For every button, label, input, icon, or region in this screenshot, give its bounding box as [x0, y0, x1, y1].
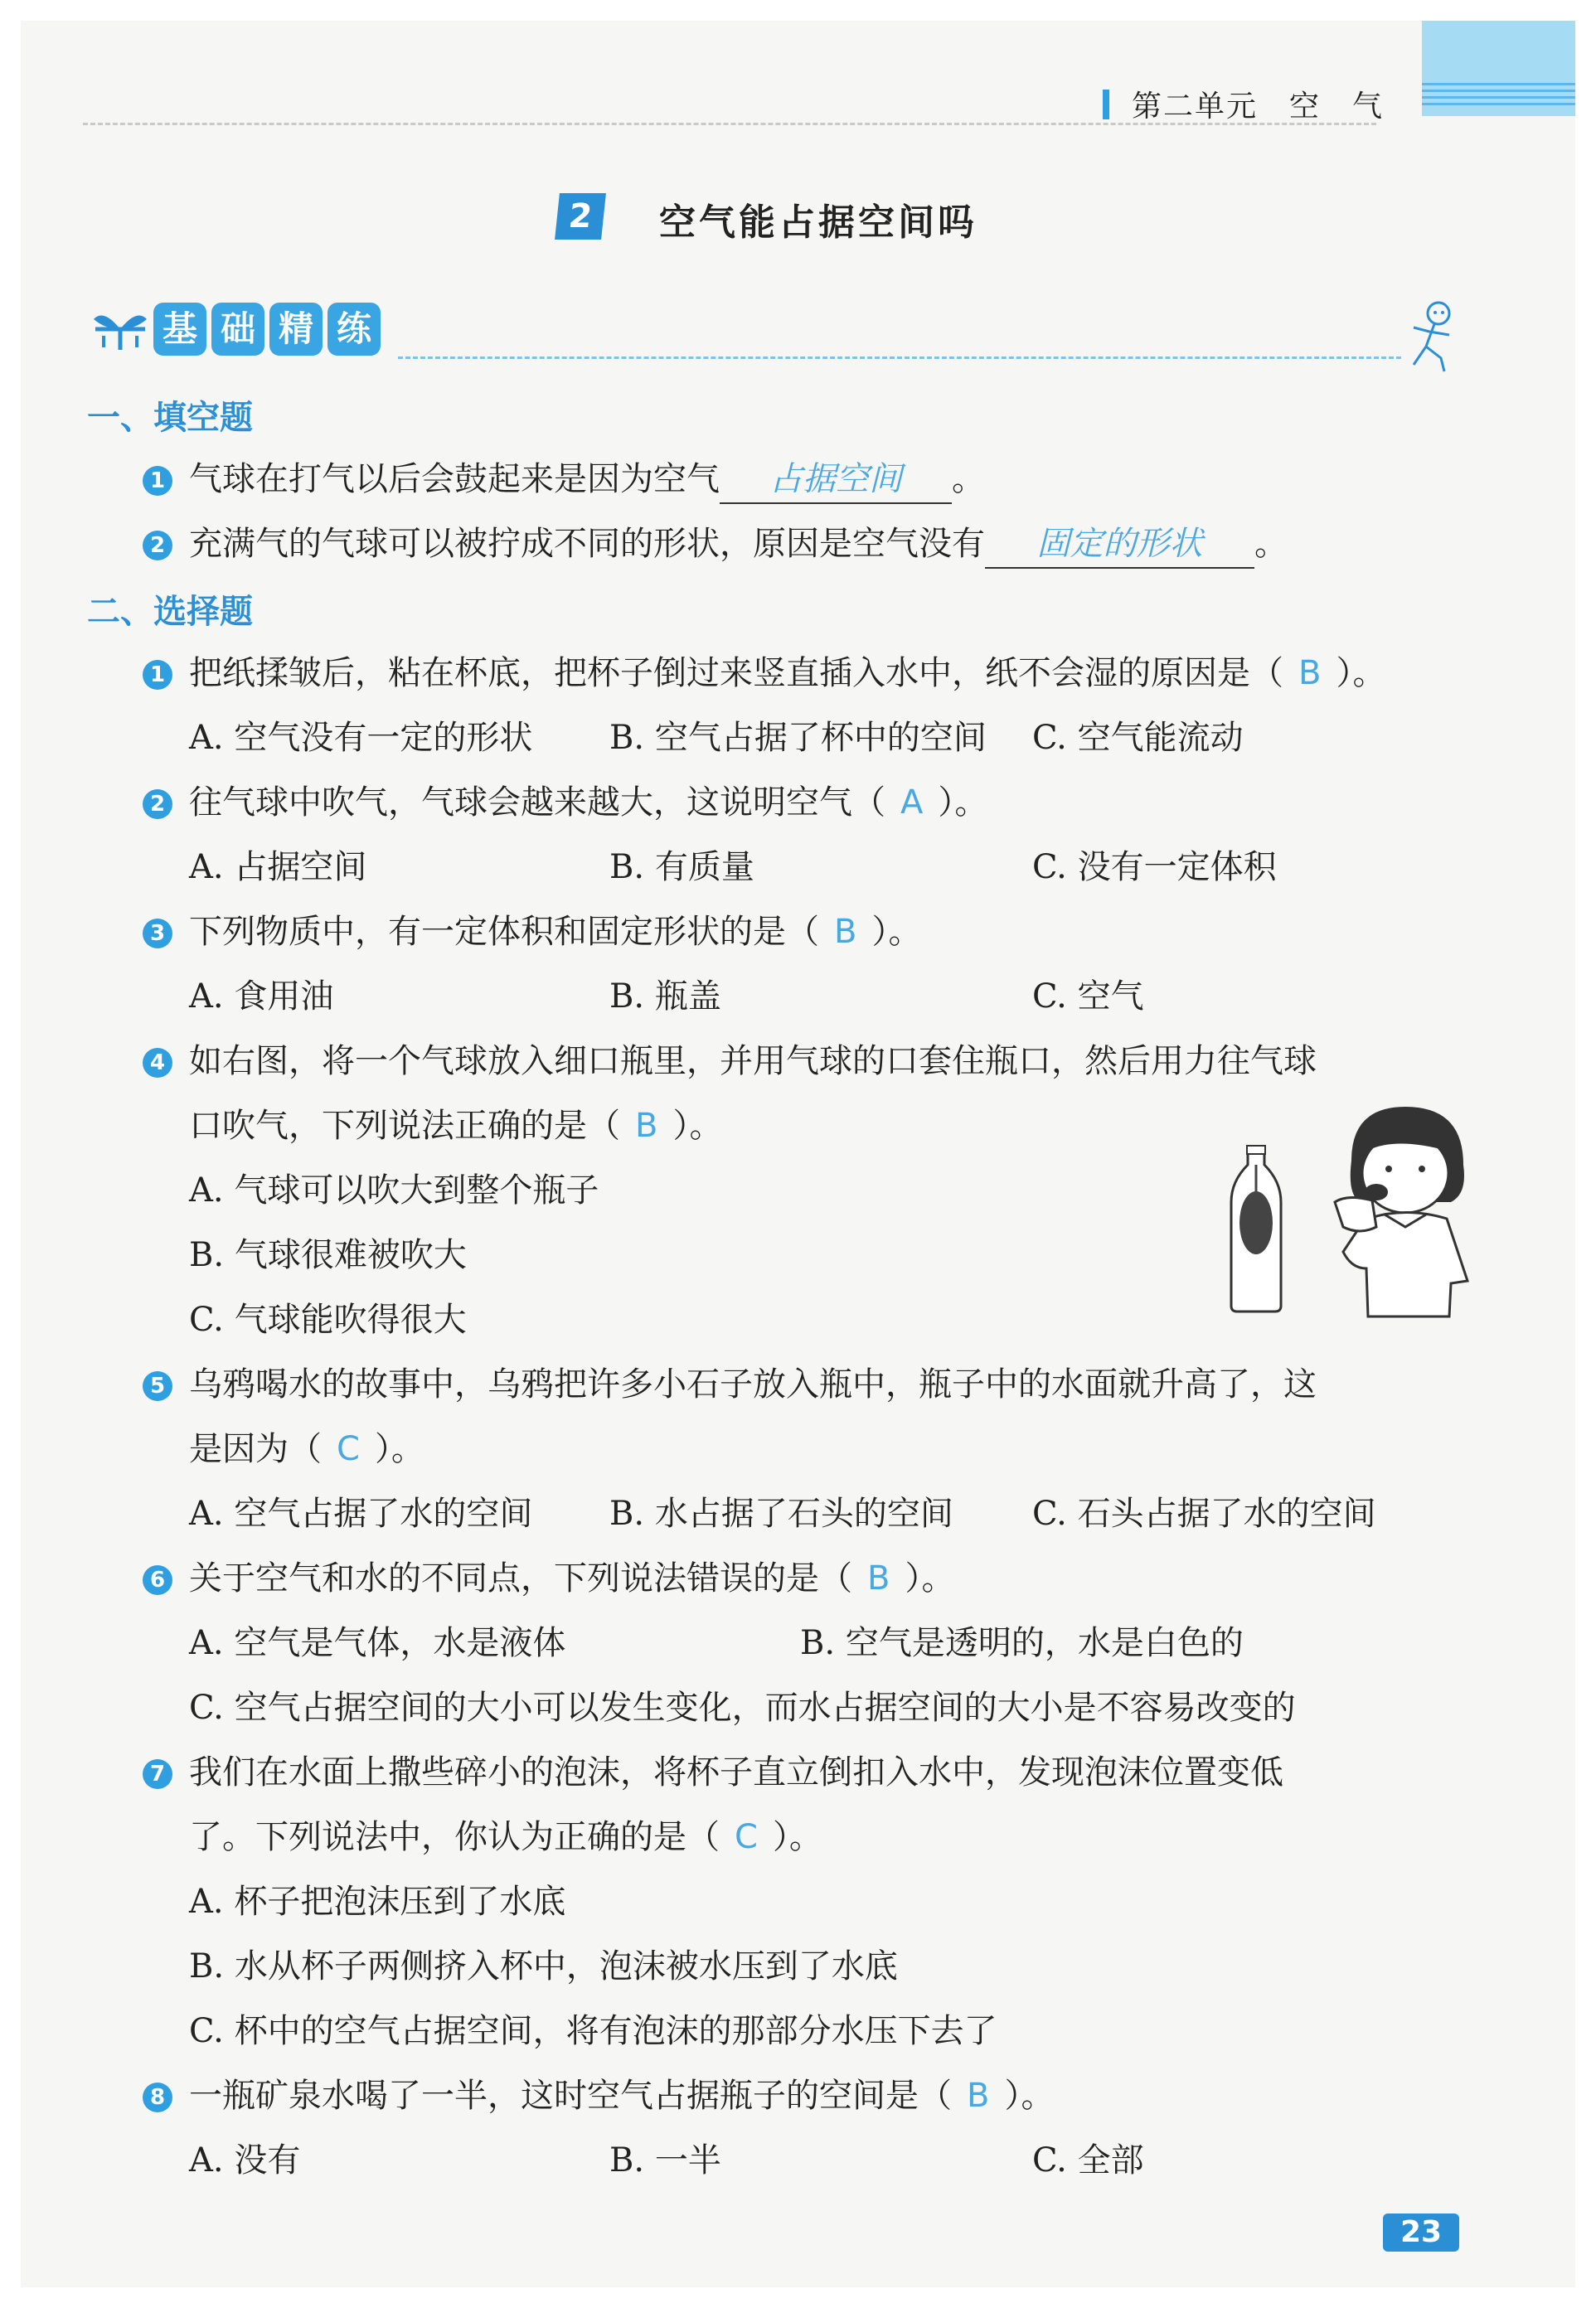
answer: B: [967, 2077, 990, 2115]
option-a: A. 气球可以吹大到整个瓶子: [189, 1171, 599, 1210]
page-number: 23: [1383, 2213, 1459, 2252]
header-divider: [83, 123, 1376, 125]
question-end: ）。: [871, 913, 922, 951]
banner-char: 练: [327, 303, 381, 356]
choice-question-3: [189, 909, 921, 955]
question-text: 关于空气和水的不同点，下列说法错误的是（: [189, 1559, 852, 1598]
section-heading-fill: 一、填空题: [87, 399, 253, 437]
choice-question-7-line1: 我们在水面上撒些碎小的泡沫，将杯子直立倒扣入水中，发现泡沫位置变低: [189, 1753, 1283, 1792]
question-end: 。: [1254, 525, 1288, 563]
section-heading-choice: 二、选择题: [87, 593, 253, 631]
question-end: 。: [952, 460, 985, 498]
option-b: B. 空气占据了杯中的空间: [609, 719, 987, 757]
banner-char: 础: [211, 303, 264, 356]
choice-question-7-line2: [189, 1814, 822, 1860]
question-text: 下列物质中，有一定体积和固定形状的是（: [189, 913, 819, 951]
answer: B: [1298, 654, 1322, 692]
answer: B: [635, 1107, 658, 1145]
question-end: ）。: [772, 1818, 822, 1856]
question-number: 1: [143, 466, 172, 496]
question-number: 4: [143, 1048, 172, 1078]
question-number: 2: [143, 531, 172, 560]
question-number: 3: [143, 919, 172, 948]
question-end: ）。: [1336, 654, 1386, 692]
option-b: B. 水从杯子两侧挤入杯中，泡沫被水压到了水底: [189, 1947, 898, 1986]
option-a: A. 空气是气体，水是液体: [189, 1624, 566, 1662]
question-text: 充满气的气球可以被拧成不同的形状，原因是空气没有: [189, 525, 985, 563]
option-c: C. 气球能吹得很大: [189, 1301, 467, 1339]
option-b: B. 有质量: [609, 848, 754, 886]
option-a: A. 食用油: [189, 977, 334, 1016]
question-text: 把纸揉皱后，粘在杯底，把杯子倒过来竖直插入水中，纸不会湿的原因是（: [189, 654, 1283, 692]
lesson-number-badge: 2: [555, 193, 606, 240]
option-b: B. 空气是透明的，水是白色的: [800, 1624, 1244, 1662]
answer: B: [834, 913, 857, 951]
question-text: 往气球中吹气，气球会越来越大，这说明空气（: [189, 783, 885, 822]
option-a: A. 空气没有一定的形状: [189, 719, 533, 757]
bottle-and-girl-illustration: [1227, 1103, 1476, 1318]
choice-question-2: [189, 779, 987, 826]
answer: C: [337, 1430, 360, 1468]
option-b: B. 水占据了石头的空间: [609, 1495, 953, 1533]
sprout-icon: [87, 304, 153, 354]
question-number: 8: [143, 2083, 172, 2112]
header-accent-bar: [1103, 90, 1109, 119]
question-end: ）。: [938, 783, 988, 822]
banner-char: 基: [153, 303, 206, 356]
choice-question-8: [189, 2073, 1054, 2119]
question-number: 2: [143, 789, 172, 819]
running-child-icon: [1401, 298, 1463, 373]
section-banner: [87, 300, 386, 358]
answer-blank: 占据空间: [720, 456, 952, 504]
question-text: 是因为（: [189, 1430, 322, 1468]
option-c: C. 全部: [1032, 2141, 1144, 2180]
option-c: C. 空气占据空间的大小可以发生变化，而水占据空间的大小是不容易改变的: [189, 1689, 1296, 1727]
question-text: 口吹气，下列说法正确的是（: [189, 1107, 620, 1145]
option-c: C. 杯中的空气占据空间，将有泡沫的那部分水压下去了: [189, 2012, 997, 2050]
answer: B: [867, 1559, 890, 1598]
option-a: A. 空气占据了水的空间: [189, 1495, 533, 1533]
question-end: ）。: [1004, 2077, 1055, 2115]
unit-title: 第二单元 空 气: [1132, 90, 1385, 124]
question-text: 气球在打气以后会鼓起来是因为空气: [189, 460, 720, 498]
choice-question-5-line2: [189, 1426, 424, 1472]
option-a: A. 占据空间: [189, 848, 367, 886]
fill-question-1: [189, 456, 985, 504]
answer: C: [735, 1818, 758, 1856]
question-end: ）。: [672, 1107, 723, 1145]
choice-question-5-line1: 乌鸦喝水的故事中，乌鸦把许多小石子放入瓶中，瓶子中的水面就升高了，这: [189, 1365, 1317, 1404]
answer-blank: 固定的形状: [985, 521, 1254, 569]
option-c: C. 空气能流动: [1032, 719, 1244, 757]
option-a: A. 杯子把泡沫压到了水底: [189, 1883, 566, 1921]
banner-divider: [398, 356, 1401, 359]
question-number: 1: [143, 660, 172, 690]
choice-question-4-line1: 如右图，将一个气球放入细口瓶里，并用气球的口套住瓶口，然后用力往气球: [189, 1042, 1317, 1080]
choice-question-6: [189, 1555, 954, 1602]
question-end: ）。: [905, 1559, 955, 1598]
question-end: ）。: [374, 1430, 424, 1468]
question-text: 一瓶矿泉水喝了一半，这时空气占据瓶子的空间是（: [189, 2077, 952, 2115]
choice-question-4-line2: [189, 1103, 722, 1149]
question-number: 6: [143, 1565, 172, 1595]
option-a: A. 没有: [189, 2141, 301, 2180]
option-b: B. 一半: [609, 2141, 721, 2180]
answer: A: [900, 783, 924, 822]
banner-char: 精: [269, 303, 323, 356]
option-c: C. 空气: [1032, 977, 1144, 1016]
option-b: B. 气球很难被吹大: [189, 1236, 467, 1274]
question-number: 7: [143, 1759, 172, 1789]
choice-question-1: [189, 650, 1385, 696]
fill-question-2: [189, 521, 1288, 569]
option-c: C. 没有一定体积: [1032, 848, 1277, 886]
question-text: 了。下列说法中，你认为正确的是（: [189, 1818, 720, 1856]
option-b: B. 瓶盖: [609, 977, 721, 1016]
option-c: C. 石头占据了水的空间: [1032, 1495, 1376, 1533]
question-number: 5: [143, 1371, 172, 1401]
lesson-title: 空气能占据空间吗: [659, 201, 977, 244]
header-stripes: [1422, 83, 1575, 109]
